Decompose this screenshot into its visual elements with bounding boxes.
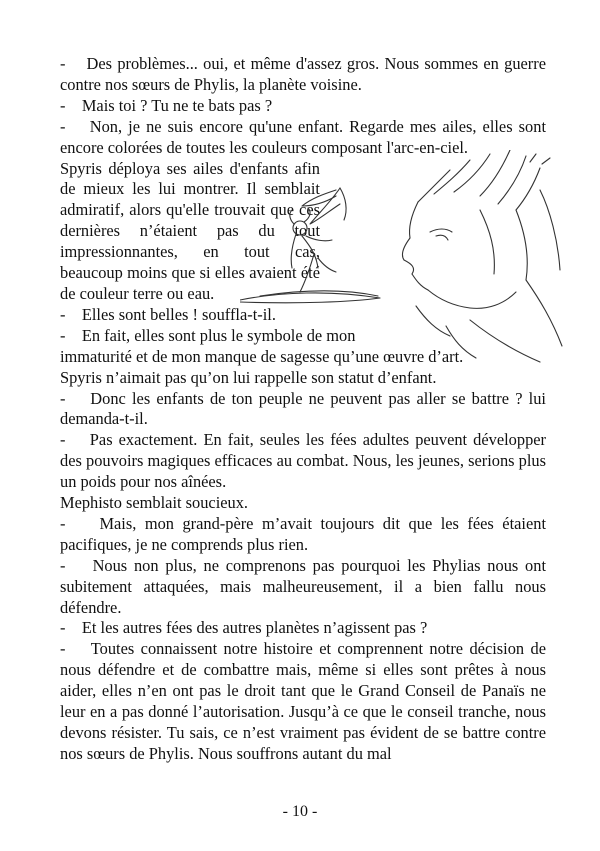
swoosh-stroke bbox=[240, 293, 380, 303]
paragraph-wrapped: Spyris déploya ses ailes d'enfants afin de mieux les lui montrer. Il semblait admiratif, alors qu'elle trouvait que ces dernières n’étaient pas du tout impressionnantes, en tout cas, beaucoup moins que si elles avaient été de couleur terre ou eau. bbox=[60, 158, 320, 303]
paragraph: Spyris n’aimait pas qu’on lui rappelle son statut d’enfant. bbox=[60, 367, 437, 387]
paragraph: - Et les autres fées des autres planètes n’agissent pas ? bbox=[60, 618, 428, 638]
paragraph: - Elles sont belles ! souffla-t-il. bbox=[60, 304, 276, 324]
paragraph: - Pas exactement. En fait, seules les fées adultes peuvent développer des pouvoirs magiques efficaces au combat. Nous, les jeunes, serions plus un poids pour nos aînées. bbox=[60, 430, 546, 492]
paragraph: - Toutes connaissent notre histoire et comprennent notre décision de nous défendre et de combattre mais, même si elles sont prêtes à nous aider, elles n’en ont pas le droit tant que le Grand Conseil de Panaïs ne leur en a pas donné l’autorisation. Jusqu’à ce que le conseil tranche, nous devons résister. Tu sais, ce n’est vraiment pas évident de se battre contre nos sœurs de Phylis. Nous souffrons autant du mal bbox=[60, 639, 546, 763]
paragraph: - Nous non plus, ne comprenons pas pourquoi les Phylias nous ont subitement attaquées, mais malheureusement, il a bien fallu nous défendre. bbox=[60, 555, 546, 617]
paragraph: - Mais, mon grand-père m’avait toujours dit que les fées étaient pacifiques, je ne comprends plus rien. bbox=[60, 513, 546, 554]
boy-face bbox=[402, 150, 562, 362]
page-number: - 10 - bbox=[282, 803, 318, 820]
fairy-boy-illustration bbox=[240, 150, 570, 370]
paragraph: Mephisto semblait soucieux. bbox=[60, 493, 249, 513]
fairy-figure bbox=[290, 188, 346, 292]
paragraph: - Des problèmes... oui, et même d'assez gros. Nous sommes en guerre contre nos sœurs de Phylis, la planète voisine. bbox=[60, 54, 546, 94]
paragraph: immaturité et de mon manque de sagesse qu’une œuvre d’art. bbox=[60, 346, 464, 366]
paragraph: - En fait, elles sont plus le symbole de mon bbox=[60, 325, 356, 345]
paragraph: - Mais toi ? Tu ne te bats pas ? bbox=[60, 95, 273, 115]
paragraph: - Donc les enfants de ton peuple ne peuvent pas aller se battre ? lui demanda-t-il. bbox=[60, 388, 546, 429]
paragraph: - Non, je ne suis encore qu'une enfant. Regarde mes ailes, elles sont encore colorées de toutes les couleurs composant l'arc-en-ciel. bbox=[60, 116, 546, 157]
